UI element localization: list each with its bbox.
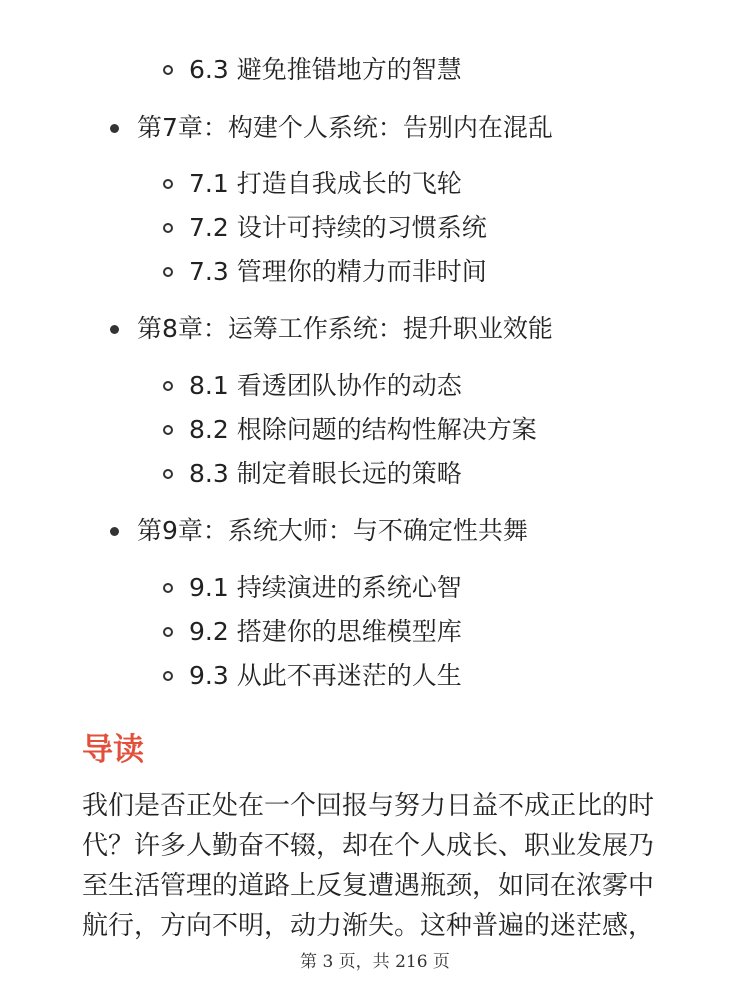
toc-section-label: 7.2 设计可持续的习惯系统 <box>189 213 487 242</box>
toc-chapter-item[interactable] <box>110 312 553 346</box>
toc-chapter-label: 第9章：系统大师：与不确定性共舞 <box>137 516 528 545</box>
filled-circle-bullet-icon <box>110 325 119 334</box>
toc-section-label: 9.2 搭建你的思维模型库 <box>189 617 462 646</box>
toc-section-item[interactable] <box>163 53 462 87</box>
toc-section-item[interactable] <box>163 255 487 289</box>
open-circle-bullet-icon <box>163 223 173 233</box>
open-circle-bullet-icon <box>163 65 173 75</box>
open-circle-bullet-icon <box>163 381 173 391</box>
toc-section-item[interactable] <box>163 615 462 649</box>
toc-section-label: 8.2 根除问题的结构性解决方案 <box>189 415 537 444</box>
open-circle-bullet-icon <box>163 425 173 435</box>
filled-circle-bullet-icon <box>110 527 119 536</box>
paragraph-line: 代？许多人勤奋不辍，却在个人成长、职业发展乃 <box>82 831 655 861</box>
open-circle-bullet-icon <box>163 671 173 681</box>
toc-chapter-item[interactable] <box>110 514 528 548</box>
toc-section-label: 8.1 看透团队协作的动态 <box>189 371 462 400</box>
intro-heading: 导读 <box>82 732 144 768</box>
toc-section-item[interactable] <box>163 167 462 201</box>
toc-section-item[interactable] <box>163 571 462 605</box>
toc-section-label: 8.3 制定着眼长远的策略 <box>189 459 462 488</box>
open-circle-bullet-icon <box>163 469 173 479</box>
toc-section-item[interactable] <box>163 211 487 245</box>
toc-section-label: 9.3 从此不再迷茫的人生 <box>189 661 462 690</box>
toc-section-label: 9.1 持续演进的系统心智 <box>189 573 462 602</box>
page-number-footer: 第 3 页，共 216 页 <box>300 952 450 972</box>
open-circle-bullet-icon <box>163 627 173 637</box>
filled-circle-bullet-icon <box>110 124 119 133</box>
toc-chapter-item[interactable] <box>110 111 553 145</box>
paragraph-line: 至生活管理的道路上反复遭遇瓶颈，如同在浓雾中 <box>82 871 655 901</box>
open-circle-bullet-icon <box>163 583 173 593</box>
toc-section-label: 7.3 管理你的精力而非时间 <box>189 257 487 286</box>
toc-section-item[interactable] <box>163 457 462 491</box>
paragraph-line: 我们是否正处在一个回报与努力日益不成正比的时 <box>82 791 655 821</box>
intro-paragraph <box>82 786 702 946</box>
paragraph-line: 航行，方向不明，动力渐失。这种普遍的迷茫感， <box>82 911 655 941</box>
open-circle-bullet-icon <box>163 179 173 189</box>
toc-section-label: 7.1 打造自我成长的飞轮 <box>189 169 462 198</box>
toc-section-item[interactable] <box>163 413 537 447</box>
toc-section-label: 6.3 避免推错地方的智慧 <box>189 55 462 84</box>
open-circle-bullet-icon <box>163 267 173 277</box>
toc-section-item[interactable] <box>163 369 462 403</box>
toc-chapter-label: 第8章：运筹工作系统：提升职业效能 <box>137 314 553 343</box>
toc-section-item[interactable] <box>163 659 462 693</box>
toc-chapter-label: 第7章：构建个人系统：告别内在混乱 <box>137 113 553 142</box>
